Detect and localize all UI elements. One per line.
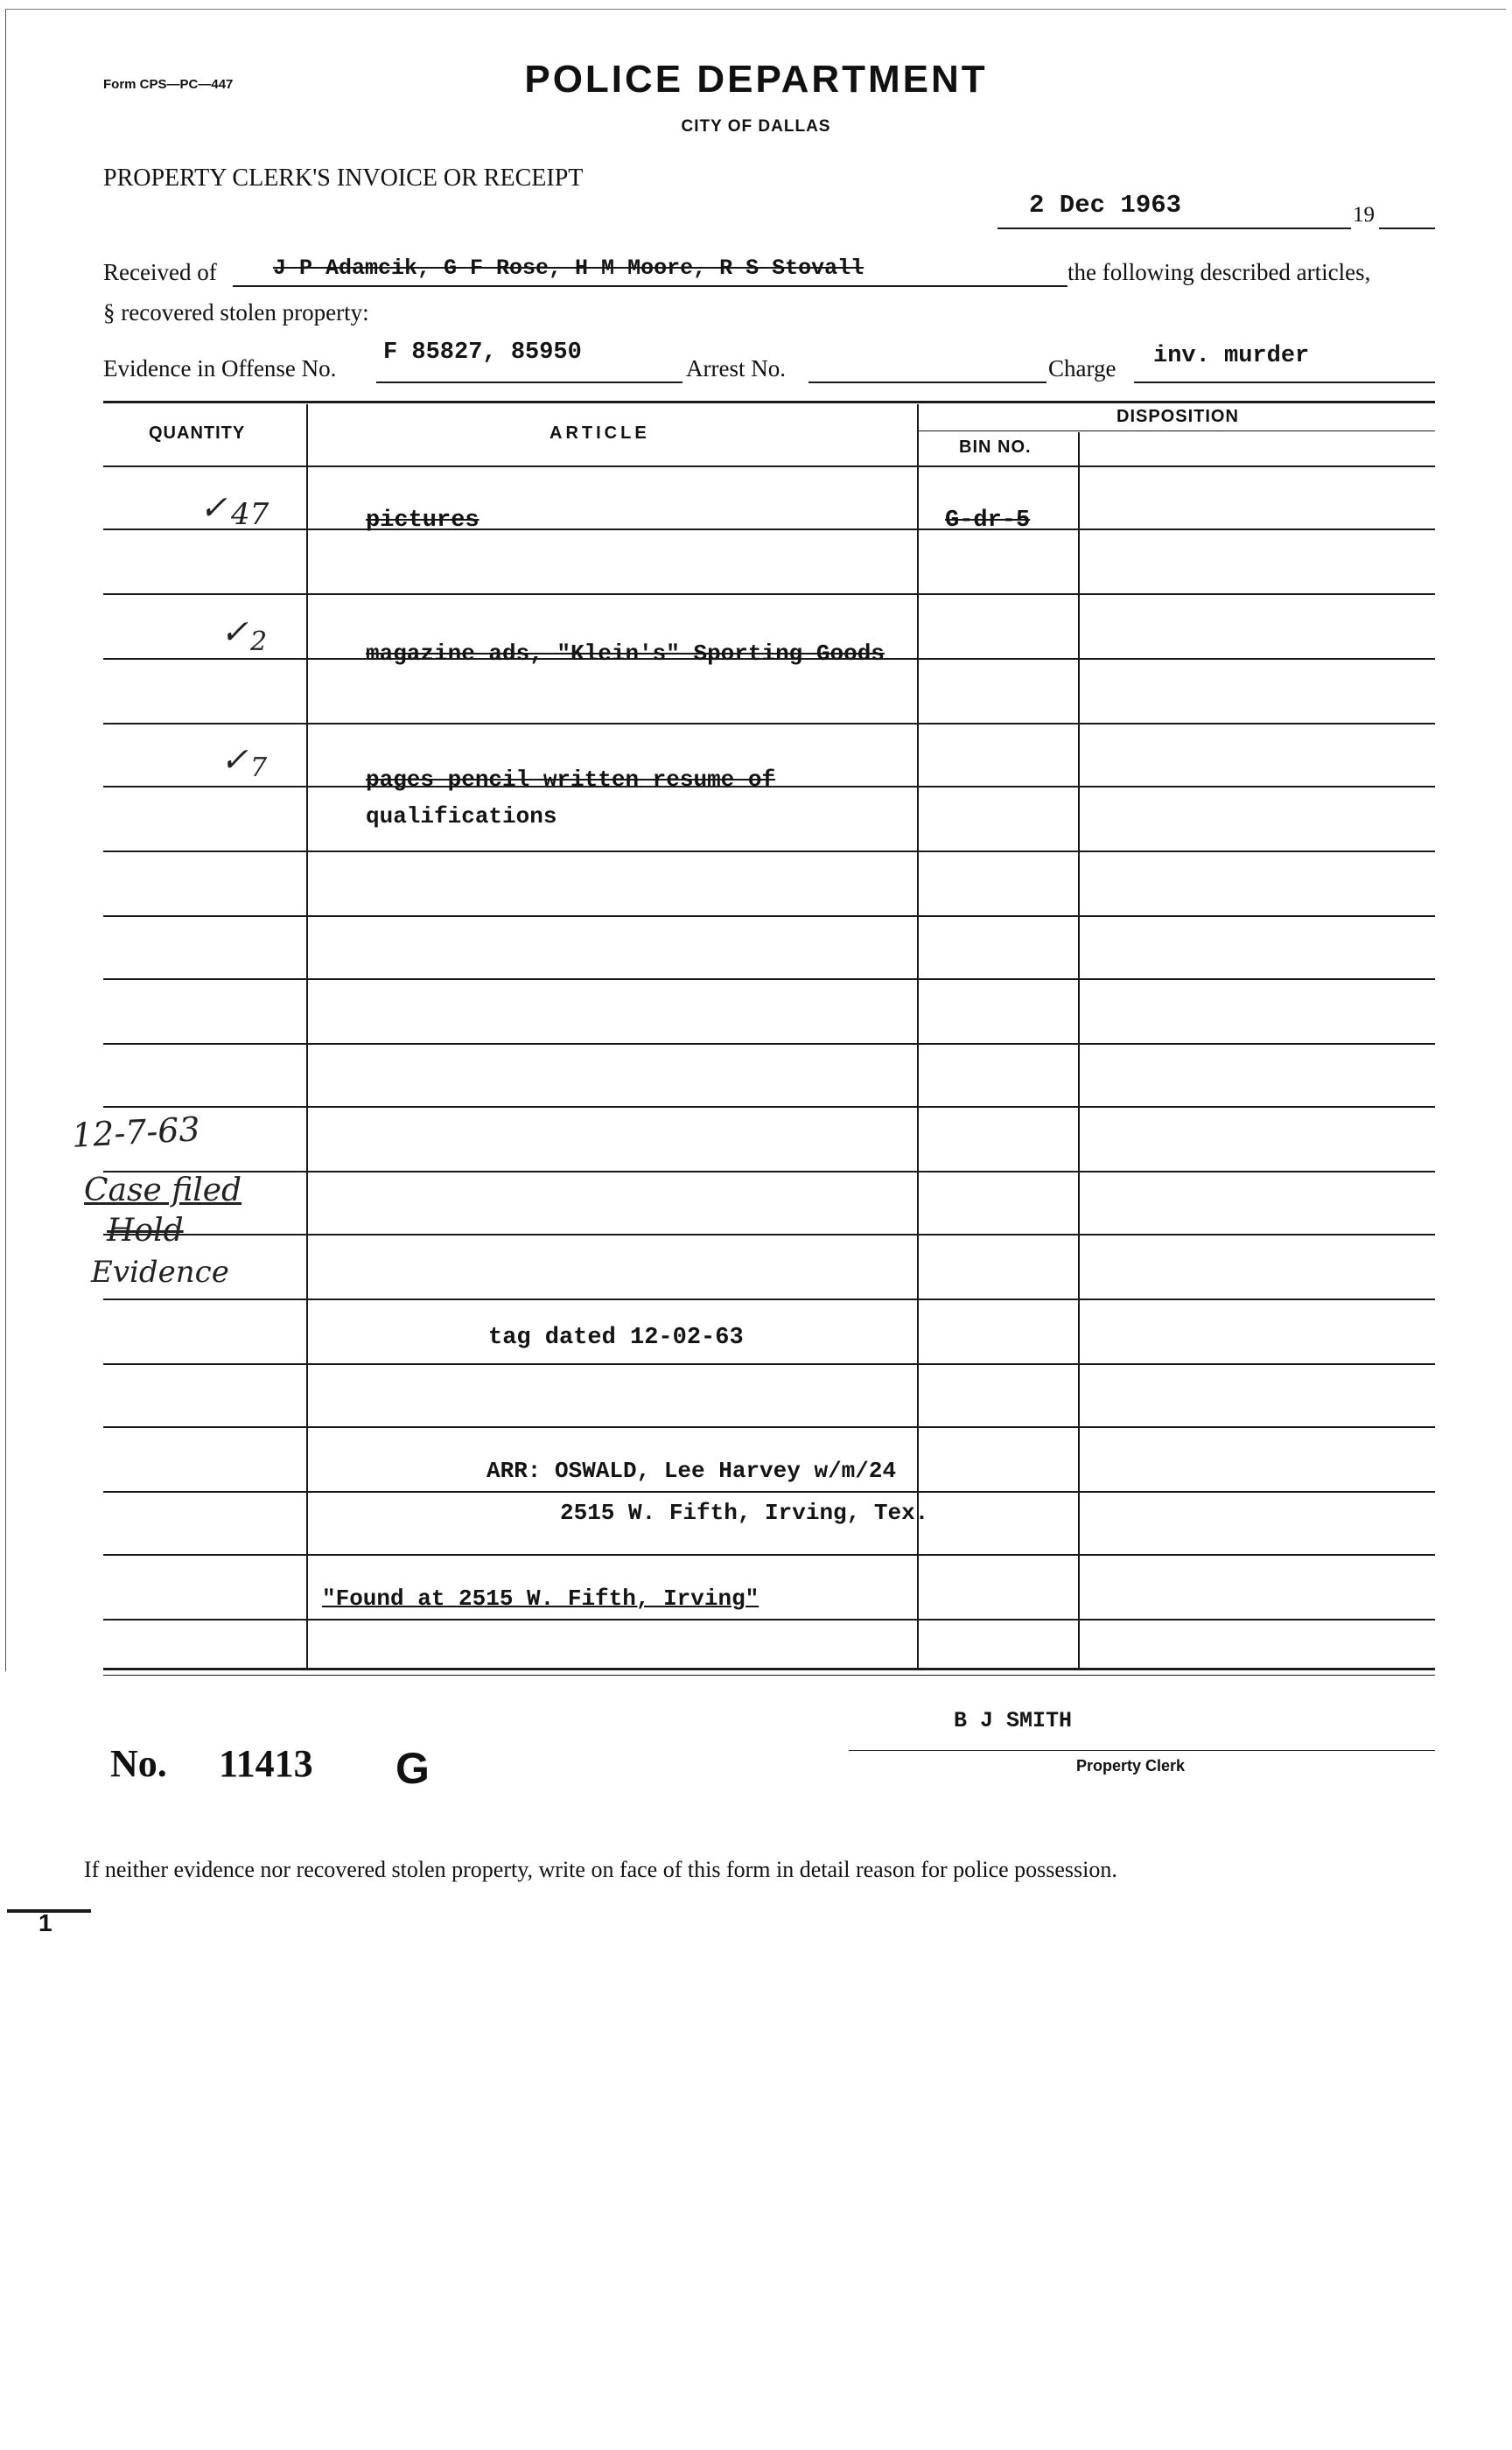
article-header: ARTICLE (550, 424, 650, 443)
received-underline (233, 285, 1068, 287)
row-rule (103, 1106, 1435, 1108)
recovered-line: § recovered stolen property: (103, 299, 369, 326)
tag-dated: tag dated 12-02-63 (488, 1325, 744, 1351)
row-rule (103, 1426, 1435, 1428)
arrest-entry-line2: 2515 W. Fifth, Irving, Tex. (560, 1500, 929, 1526)
disposition-rule (917, 430, 1435, 431)
year-suffix: 19 (1353, 203, 1375, 227)
receipt-number: 11413 (219, 1742, 313, 1785)
date-underline (998, 228, 1351, 229)
row-rule (103, 1171, 1435, 1172)
receipt-letter: G (396, 1744, 430, 1793)
arrest-underline (808, 382, 1046, 383)
handwritten-hold: Hold (107, 1213, 184, 1249)
check-mark: ✓ (220, 740, 248, 779)
handwritten-date: 12-7-63 (70, 1110, 201, 1155)
footer-note: If neither evidence nor recovered stolen property, write on face of this form in detail reason for police possession. (84, 1857, 1117, 1882)
charge-underline (1134, 382, 1435, 383)
row-rule (103, 1554, 1435, 1556)
row-rule (103, 915, 1435, 917)
received-names: J P Adamcik, G F Rose, H M Moore, R S Stovall (273, 256, 864, 281)
date-typed: 2 Dec 1963 (1029, 191, 1182, 220)
row-rule (103, 1043, 1435, 1045)
article-cell: magazine ads, "Klein's" Sporting Goods (366, 640, 885, 667)
header-bottom-rule (103, 466, 1435, 467)
arrest-entry-line1: ARR: OSWALD, Lee Harvey w/m/24 (486, 1458, 897, 1484)
offense-underline (376, 382, 682, 383)
table-bottom-rule (103, 1668, 1435, 1670)
row-rule (103, 850, 1435, 852)
row-rule (103, 593, 1435, 595)
charge-value: inv. murder (1153, 343, 1310, 369)
check-mark: ✓ (200, 488, 228, 527)
article-cell: pages pencil written resume of (366, 766, 776, 793)
row-rule (103, 1234, 1435, 1236)
check-mark: ✓ (220, 612, 248, 651)
col-divider-disposition (1078, 432, 1080, 1670)
row-rule (103, 978, 1435, 980)
row-rule (103, 1491, 1435, 1493)
form-title: PROPERTY CLERK'S INVOICE OR RECEIPT (103, 164, 584, 192)
clerk-title: Property Clerk (1076, 1757, 1186, 1774)
article-cell-continued: qualifications (366, 803, 557, 830)
row-rule (103, 1298, 1435, 1300)
clerk-signature-line (849, 1750, 1435, 1751)
left-scan-border (5, 9, 6, 1671)
quantity-cell: 7 (250, 752, 268, 783)
table-top-rule (103, 401, 1435, 403)
row-rule (103, 528, 1435, 530)
year-underline (1379, 228, 1435, 229)
bin-header: BIN NO. (959, 438, 1032, 457)
receipt-number-label: No. (110, 1742, 167, 1785)
row-rule (103, 1619, 1435, 1620)
row-rule (103, 1363, 1435, 1365)
row-rule (103, 723, 1435, 724)
quantity-cell: 47 (231, 497, 270, 532)
top-scan-border (5, 9, 1506, 10)
page-mark: 1 (38, 1909, 52, 1936)
charge-label: Charge (1048, 355, 1116, 382)
received-label: Received of (103, 259, 217, 285)
disposition-header: DISPOSITION (1116, 407, 1239, 426)
evidence-label: Evidence in Offense No. (103, 355, 337, 382)
received-suffix: the following described articles, (1068, 259, 1371, 285)
city-subtitle: CITY OF DALLAS (681, 117, 831, 136)
found-at-entry: "Found at 2515 W. Fifth, Irving" (322, 1586, 760, 1612)
quantity-header: QUANTITY (149, 424, 246, 443)
offense-number: F 85827, 85950 (383, 340, 582, 366)
table-bottom-rule-thin (103, 1675, 1435, 1676)
handwritten-case-filed: Case filed (84, 1172, 242, 1208)
form-id: Form CPS—PC—447 (103, 77, 234, 92)
arrest-label: Arrest No. (686, 355, 786, 382)
clerk-name: B J SMITH (954, 1708, 1073, 1733)
bin-cell: G-dr-5 (945, 508, 1031, 534)
handwritten-evidence: Evidence (91, 1255, 229, 1290)
quantity-cell: 2 (250, 626, 268, 657)
article-cell: pictures (366, 508, 480, 534)
department-title: POLICE DEPARTMENT (524, 58, 988, 101)
